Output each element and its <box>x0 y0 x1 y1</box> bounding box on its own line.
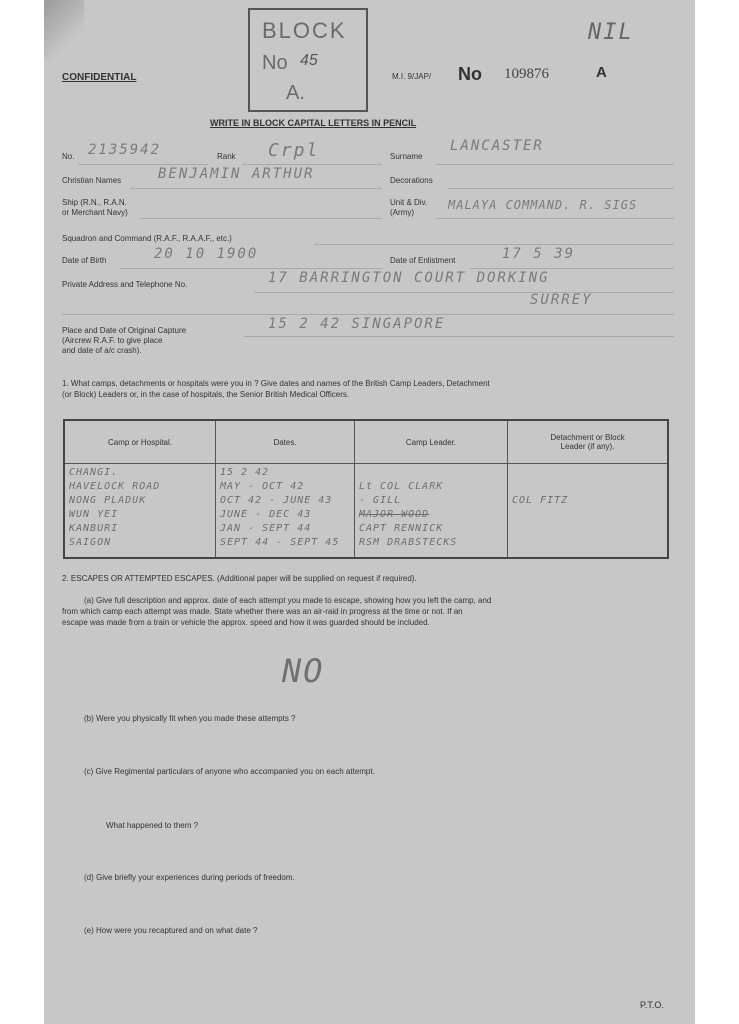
rank-value: Crpl <box>268 140 320 161</box>
form-reference: M.I. 9/JAP/ <box>392 72 432 81</box>
address-value-line-2: SURREY <box>530 292 593 308</box>
escapes-a-line-1: (a) Give full description and approx. date of each attempt you made to escape, showing how you left the camp, and <box>84 596 492 605</box>
header-detachment <box>508 420 669 464</box>
detachment-entry: COL FITZ <box>512 495 569 506</box>
camp-entry: SAIGON <box>69 537 112 548</box>
camp-entry: HAVELOCK ROAD <box>69 481 161 492</box>
header-leader: Camp Leader. <box>355 420 508 464</box>
detachment-entry <box>512 480 663 494</box>
leader-entry: - GILL <box>359 495 402 506</box>
escapes-d: (d) Give briefly your experiences during periods of freedom. <box>84 873 295 882</box>
unit-label-2: (Army) <box>390 208 414 217</box>
decorations-label: Decorations <box>390 176 433 185</box>
escapes-b: (b) Were you physically fit when you made these attempts ? <box>84 714 296 723</box>
date-entry: JAN - SEPT 44 <box>220 523 312 534</box>
camps-column <box>64 464 216 559</box>
surname-label: Surname <box>390 152 423 161</box>
service-no-value: 2135942 <box>88 142 162 158</box>
serial-suffix: A <box>596 64 607 81</box>
header-dates: Dates. <box>216 420 355 464</box>
corner-note-nil: NIL <box>588 20 634 45</box>
capture-label-2: (Aircrew R.A.F. to give place <box>62 336 163 345</box>
unit-value: MALAYA COMMAND. R. SIGS <box>448 198 638 212</box>
escapes-c-sub: What happened to them ? <box>106 821 199 830</box>
date-entry: JUNE - DEC 43 <box>220 509 312 520</box>
service-no-label: No. <box>62 152 75 161</box>
squadron-label: Squadron and Command (R.A.F., R.A.A.F., etc.) <box>62 234 232 243</box>
stamp-line-2: No <box>262 52 288 74</box>
escapes-a-line-2: from which camp each attempt was made. State whether there was an air-raid in progress at the time or not. If an <box>62 607 463 616</box>
capture-label-1: Place and Date of Original Capture <box>62 326 187 335</box>
leader-entry-struck: MAJOR WOOD <box>359 509 430 520</box>
camps-table-body-row <box>64 464 668 559</box>
stamp-line-2-handwritten: 45 <box>300 52 318 69</box>
date-of-birth-label: Date of Birth <box>62 256 107 265</box>
unit-label-1: Unit & Div. <box>390 198 428 207</box>
escapes-e: (e) How were you recaptured and on what date ? <box>84 926 258 935</box>
header-detachment-line-1: Detachment or Block <box>550 433 625 442</box>
camps-table <box>63 419 669 559</box>
ship-label-2: or Merchant Navy) <box>62 208 128 217</box>
instruction-heading: WRITE IN BLOCK CAPITAL LETTERS IN PENCIL <box>210 118 417 128</box>
header-camp: Camp or Hospital. <box>64 420 216 464</box>
date-of-birth-value: 20 10 1900 <box>154 246 259 262</box>
camp-entry: WUN YEI <box>69 509 119 520</box>
classification-label: CONFIDENTIAL <box>62 72 137 83</box>
date-entry: OCT 42 - JUNE 43 <box>220 495 333 506</box>
camp-entry: NONG PLADUK <box>69 495 147 506</box>
christian-names-label: Christian Names <box>62 176 122 185</box>
christian-names-value: BENJAMIN ARTHUR <box>158 166 315 182</box>
stamp-line-3: A. <box>286 82 305 104</box>
capture-label-3: and date of a/c crash). <box>62 346 142 355</box>
address-label: Private Address and Telephone No. <box>62 280 188 289</box>
leader-entry: CAPT RENNICK <box>359 523 444 534</box>
question-1-line-2: (or Block) Leaders or, in the case of hospitals, the Senior British Medical Officers. <box>62 390 350 399</box>
rank-label: Rank <box>217 152 236 161</box>
detachment-entry <box>512 466 663 480</box>
escapes-c: (c) Give Regimental particulars of anyone who accompanied you on each attempt. <box>84 767 375 776</box>
date-entry: MAY - OCT 42 <box>220 481 305 492</box>
date-entry: SEPT 44 - SEPT 45 <box>220 537 340 548</box>
camp-entry: CHANGI. <box>69 467 119 478</box>
capture-value: 15 2 42 SINGAPORE <box>268 316 446 332</box>
camp-entry: KANBURI <box>69 523 119 534</box>
leader-column <box>355 464 508 559</box>
leader-entry: Lt COL CLARK <box>359 481 444 492</box>
block-stamp <box>248 8 368 112</box>
escapes-heading: 2. ESCAPES OR ATTEMPTED ESCAPES. (Additional paper will be supplied on request if required). <box>62 574 417 583</box>
corner-fold <box>44 0 84 60</box>
stamp-line-1: BLOCK <box>262 18 347 43</box>
form-page <box>44 0 695 1024</box>
enlistment-value: 17 5 39 <box>502 246 576 262</box>
surname-value: LANCASTER <box>450 138 544 154</box>
date-entry: 15 2 42 <box>220 467 270 478</box>
please-turn-over: P.T.O. <box>640 1000 664 1010</box>
camps-table-header-row <box>64 420 668 464</box>
serial-prefix: No <box>458 64 482 84</box>
dates-column <box>216 464 355 559</box>
escapes-a-line-3: escape was made from a train or vehicle the approx. speed and how it was guarded should be included. <box>62 618 430 627</box>
enlistment-label: Date of Enlistment <box>390 256 456 265</box>
leader-entry: RSM DRABSTECKS <box>359 537 458 548</box>
question-1-line-1: 1. What camps, detachments or hospitals were you in ? Give dates and names of the British Camp Leaders, Detachment <box>62 379 490 388</box>
header-detachment-line-2: Leader (if any). <box>560 442 615 451</box>
detachment-column <box>508 464 669 559</box>
serial-number: 109876 <box>504 66 549 82</box>
address-value-line-1: 17 BARRINGTON COURT DORKING <box>268 270 550 286</box>
ship-label-1: Ship (R.N., R.A.N. <box>62 198 127 207</box>
escapes-a-answer: NO <box>282 652 325 690</box>
